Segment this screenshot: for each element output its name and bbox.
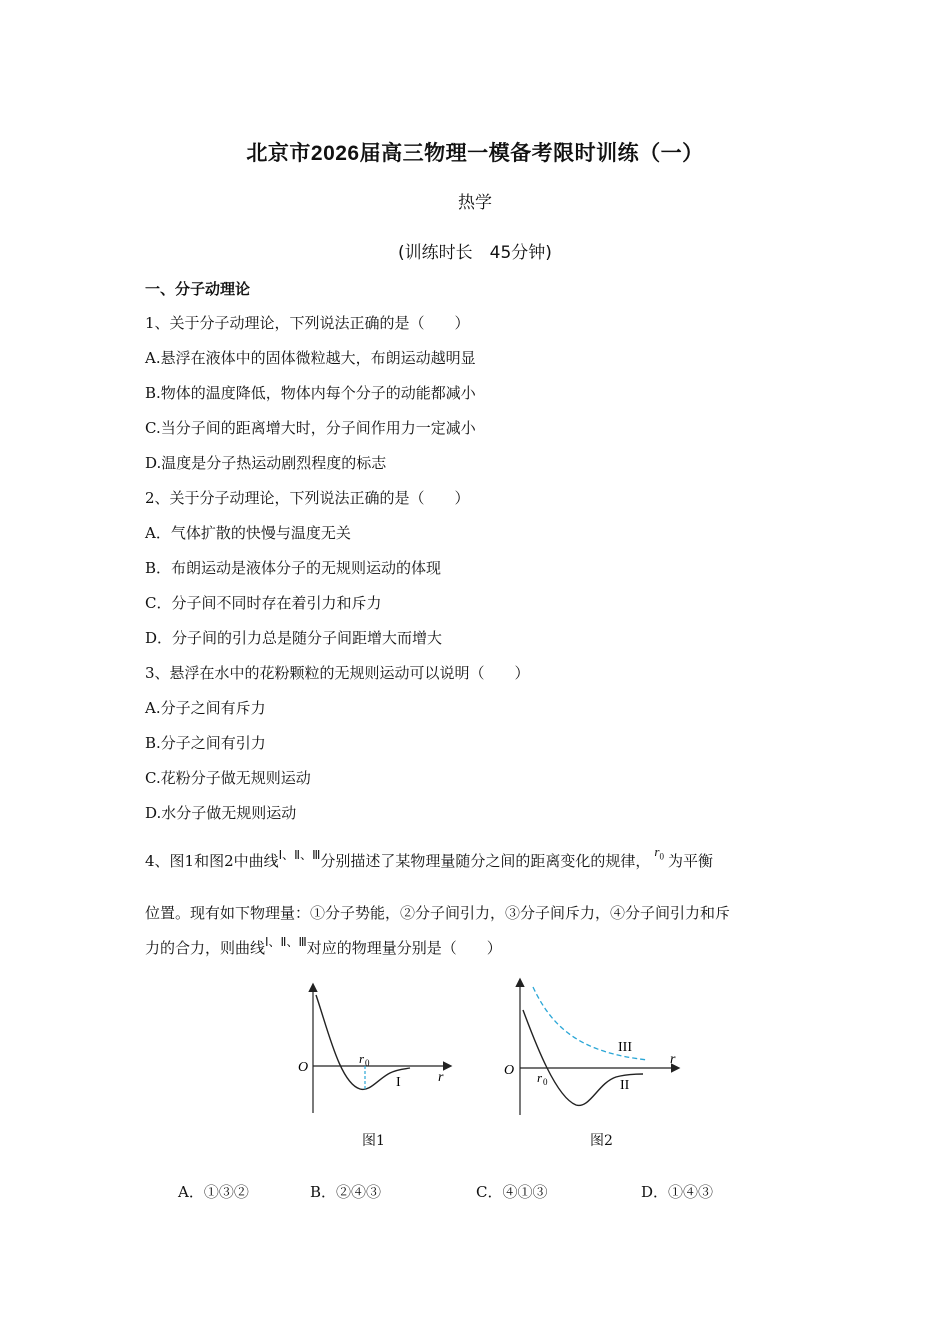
question-2-option-a: A．气体扩散的快慢与温度无关 xyxy=(145,524,351,542)
question-3-stem: 3、悬浮在水中的花粉颗粒的无规则运动可以说明（ ） xyxy=(145,664,530,682)
question-2-stem: 2、关于分子动理论，下列说法正确的是（ ） xyxy=(145,489,470,507)
figure-2-caption: 图2 xyxy=(590,1133,613,1149)
fig1-axis-label: r xyxy=(438,1070,444,1085)
question-4-text-d: 力的合力，则曲线 xyxy=(145,939,266,957)
question-1-option-b: B.物体的温度降低，物体内每个分子的动能都减小 xyxy=(145,384,476,402)
question-2-option-d: D．分子间的引力总是随分子间距增大而增大 xyxy=(145,629,443,647)
figure-1-caption: 图1 xyxy=(362,1133,385,1149)
fig1-origin-label: O xyxy=(298,1060,309,1075)
curve-roman-labels: Ⅰ、Ⅱ、Ⅲ xyxy=(278,848,321,862)
question-3-option-a: A.分子之间有斥力 xyxy=(145,699,266,717)
question-4-option-a: A．①③② xyxy=(178,1183,249,1201)
question-4-stem-line1 xyxy=(145,844,713,872)
question-4-text-e: 对应的物理量分别是（ ） xyxy=(306,939,502,957)
fig1-r0-subscript: 0 xyxy=(365,1058,370,1068)
fig2-r0-label: r xyxy=(537,1070,543,1085)
question-4-text-b: 分别描述了某物理量随分之间的距离变化的规律， xyxy=(320,852,651,870)
document-subtitle: 热学 xyxy=(458,193,492,213)
training-duration: (训练时长 45分钟) xyxy=(398,243,552,263)
question-3-option-d: D.水分子做无规则运动 xyxy=(145,804,297,822)
fig2-axis-label: r xyxy=(670,1052,676,1067)
question-4-option-b: B．②④③ xyxy=(310,1183,382,1201)
figure-1 xyxy=(290,975,460,1120)
curve-roman-labels-2: Ⅰ、Ⅱ、Ⅲ xyxy=(265,935,307,949)
question-4-text-c: 为平衡 xyxy=(667,852,713,870)
question-4-stem-line2: 位置。现有如下物理量：①分子势能，②分子间引力，③分子间斥力，④分子间引力和斥 xyxy=(145,904,731,922)
question-4-option-d: D．①④③ xyxy=(641,1183,714,1201)
question-4-stem-line3 xyxy=(145,937,502,958)
figure-2-svg xyxy=(498,975,688,1120)
fig2-curve-II-label: II xyxy=(620,1078,630,1093)
question-1-option-d: D.温度是分子热运动剧烈程度的标志 xyxy=(145,454,387,472)
question-2-option-c: C．分子间不同时存在着引力和斥力 xyxy=(145,594,382,612)
question-2-option-b: B．布朗运动是液体分子的无规则运动的体现 xyxy=(145,559,442,577)
section-heading: 一、分子动理论 xyxy=(145,280,251,298)
fig2-curve-III-label: III xyxy=(618,1040,632,1055)
figure-1-svg xyxy=(290,975,460,1120)
document-title: 北京市2026届高三物理一模备考限时训练（一） xyxy=(246,142,704,165)
question-1-option-a: A.悬浮在液体中的固体微粒越大，布朗运动越明显 xyxy=(145,349,476,367)
fig1-r0-label: r xyxy=(359,1051,365,1066)
question-1-option-c: C.当分子间的距离增大时，分子间作用力一定减小 xyxy=(145,419,476,437)
question-4-text-a: 4、图1和图2中曲线 xyxy=(145,852,279,870)
fig2-origin-label: O xyxy=(504,1063,515,1078)
question-1-stem: 1、关于分子动理论，下列说法正确的是（ ） xyxy=(145,314,470,332)
question-4-option-c: C．④①③ xyxy=(476,1183,548,1201)
figure-2 xyxy=(498,975,688,1120)
r0-symbol: $r_0$ xyxy=(654,844,664,862)
question-3-option-b: B.分子之间有引力 xyxy=(145,734,266,752)
question-3-option-c: C.花粉分子做无规则运动 xyxy=(145,769,311,787)
fig2-r0-subscript: 0 xyxy=(543,1077,548,1087)
fig1-curve-label: I xyxy=(396,1075,401,1090)
